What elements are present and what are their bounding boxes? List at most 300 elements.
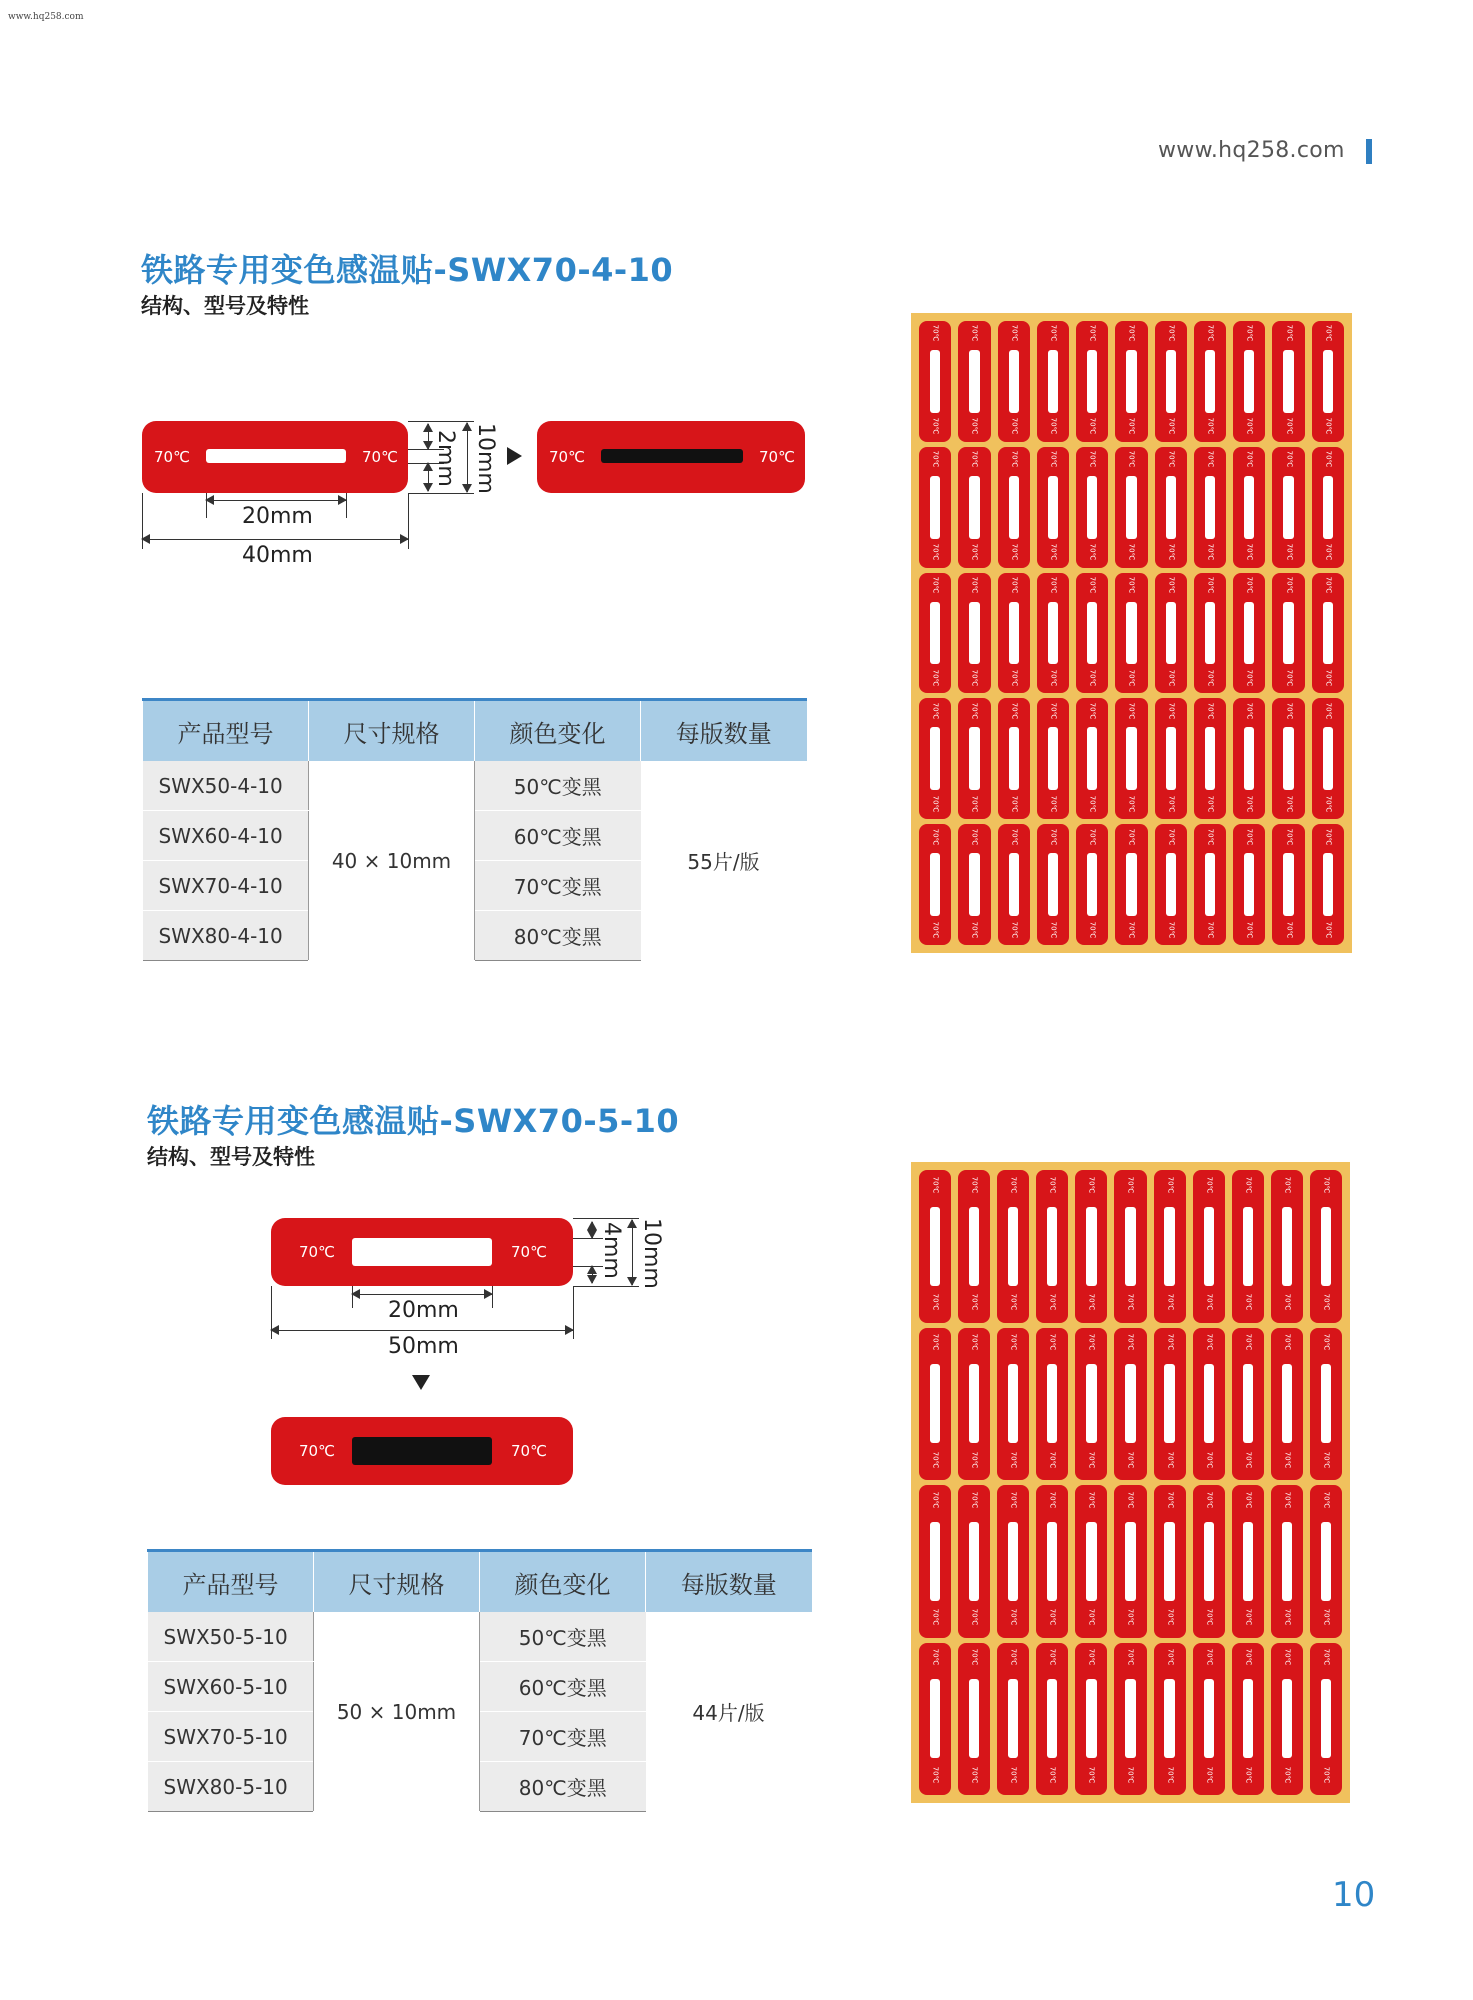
sheet-label-window (1205, 727, 1215, 790)
sheet-label-temp: 70℃ (1245, 418, 1254, 435)
sheet-label (1194, 321, 1226, 442)
sheet-label-temp: 70℃ (1049, 795, 1058, 813)
sheet-label-temp: 70℃ (931, 1176, 940, 1194)
sheet-label-temp: 70℃ (1205, 1766, 1214, 1783)
sheet-label-window (1047, 1522, 1057, 1601)
sheet-label-window (1283, 476, 1293, 539)
sheet-label-temp: 70℃ (1206, 795, 1215, 813)
quantity-cell: 55片/版 (641, 761, 807, 961)
sheet-label-temp: 70℃ (1087, 1451, 1096, 1468)
header-size: 尺寸规格 (309, 700, 475, 762)
dim-arrow-window (592, 1222, 593, 1238)
label-before-diagram (142, 421, 408, 493)
sheet-label-window (1205, 602, 1215, 665)
sheet-label (919, 447, 951, 568)
sheet-label-window (1283, 602, 1293, 665)
sheet-label-window (1166, 350, 1176, 413)
sheet-label-temp: 70℃ (1244, 1648, 1253, 1666)
sheet-label-temp: 70℃ (1049, 576, 1058, 594)
quantity-cell: 44片/版 (646, 1612, 812, 1812)
temp-label-left: 70℃ (154, 448, 190, 466)
sheet-label-temp: 70℃ (931, 1451, 940, 1468)
sheet-label-window (1282, 1207, 1292, 1286)
sheet-label-window (969, 727, 979, 790)
sheet-label-window (1244, 476, 1254, 539)
sheet-label-window (1283, 853, 1293, 916)
sheet-label (919, 1643, 951, 1796)
sheet-label-temp: 70℃ (1049, 828, 1058, 846)
sheet-label (958, 698, 990, 819)
sheet-label-temp: 70℃ (970, 418, 979, 435)
sheet-label-temp: 70℃ (1087, 1176, 1096, 1194)
sheet-label (958, 824, 990, 945)
sheet-label (1194, 447, 1226, 568)
sheet-label-window (1087, 727, 1097, 790)
sheet-label-temp: 70℃ (1167, 418, 1176, 435)
sheet-label (1155, 698, 1187, 819)
sheet-label (1036, 1643, 1068, 1796)
sheet-label-temp: 70℃ (1245, 828, 1254, 846)
sheet-label (919, 1170, 951, 1323)
sheet-label-temp: 70℃ (1322, 1766, 1331, 1783)
sheet-label (1194, 824, 1226, 945)
sheet-label-temp: 70℃ (1049, 418, 1058, 435)
sheet-label (1233, 573, 1265, 694)
sheet-label-temp: 70℃ (1283, 1608, 1292, 1626)
white-indicator-window (352, 1238, 492, 1266)
sheet-label (998, 573, 1030, 694)
sheet-label-temp: 70℃ (931, 543, 940, 561)
sheet-label (1037, 573, 1069, 694)
model-cell: SWX80-4-10 (143, 911, 309, 961)
sheet-label (958, 1485, 990, 1638)
sheet-label-temp: 70℃ (1205, 1608, 1214, 1626)
sheet-label-window (1126, 350, 1136, 413)
sheet-label (1114, 1643, 1146, 1796)
sheet-label-window (1204, 1364, 1214, 1443)
model-cell: SWX60-5-10 (148, 1662, 314, 1712)
sheet-label-temp: 70℃ (1127, 543, 1136, 561)
temp-label-right: 70℃ (511, 1442, 547, 1460)
sheet-label-temp: 70℃ (1087, 1766, 1096, 1783)
sheet-label-window (930, 476, 940, 539)
sheet-label-temp: 70℃ (931, 450, 940, 468)
sheet-label (1115, 447, 1147, 568)
sheet-label (1115, 698, 1147, 819)
sheet-label-temp: 70℃ (1283, 1293, 1292, 1311)
color-change-cell: 70℃变黑 (475, 861, 641, 911)
sheet-label-window (969, 853, 979, 916)
sheet-label (1075, 1485, 1107, 1638)
sheet-label-window (930, 1679, 940, 1758)
sheet-label-temp: 70℃ (1087, 1648, 1096, 1666)
sheet-label-temp: 70℃ (1245, 669, 1254, 687)
temp-label-left: 70℃ (549, 448, 585, 466)
spec-table-2 (147, 1549, 812, 1812)
sheet-label-temp: 70℃ (1048, 1766, 1057, 1783)
sheet-label-window (1243, 1679, 1253, 1758)
model-cell: SWX50-4-10 (143, 761, 309, 811)
dim-arrow-window-length (206, 500, 346, 501)
sheet-label-temp: 70℃ (931, 418, 940, 435)
sheet-label-temp: 70℃ (1206, 576, 1215, 594)
sheet-label-temp: 70℃ (1167, 543, 1176, 561)
dim-arrow-height (467, 423, 468, 492)
sheet-label-temp: 70℃ (1127, 669, 1136, 687)
sheet-label-window (1244, 853, 1254, 916)
sheet-label (997, 1170, 1029, 1323)
model-cell: SWX70-4-10 (143, 861, 309, 911)
sheet-label-window (1125, 1679, 1135, 1758)
sheet-label (998, 698, 1030, 819)
sheet-label-temp: 70℃ (931, 828, 940, 846)
sheet-label-window (1321, 1364, 1331, 1443)
sheet-label-temp: 70℃ (1283, 1333, 1292, 1351)
sheet-label (1233, 321, 1265, 442)
sheet-label-window (930, 350, 940, 413)
label-before-diagram (271, 1218, 573, 1286)
sheet-label-temp: 70℃ (1206, 418, 1215, 435)
sheet-label (1115, 321, 1147, 442)
white-indicator-window (206, 449, 346, 463)
sheet-label-temp: 70℃ (931, 702, 940, 720)
dim-arrow-height (632, 1220, 633, 1285)
sheet-label (1155, 824, 1187, 945)
sheet-label-temp: 70℃ (1049, 450, 1058, 468)
sheet-label-temp: 70℃ (1206, 543, 1215, 561)
sheet-label-temp: 70℃ (1009, 1451, 1018, 1468)
sheet-label-temp: 70℃ (970, 543, 979, 561)
sheet-label-window (1125, 1364, 1135, 1443)
sheet-label-temp: 70℃ (1127, 576, 1136, 594)
sheet-label-temp: 70℃ (1165, 1648, 1174, 1666)
sheet-label-window (1164, 1364, 1174, 1443)
sheet-label-window (1282, 1679, 1292, 1758)
sheet-label-window (1048, 727, 1058, 790)
sheet-label-temp: 70℃ (931, 921, 940, 939)
sheet-label-window (930, 1207, 940, 1286)
sheet-label-temp: 70℃ (1167, 702, 1176, 720)
sheet-label-window (930, 1364, 940, 1443)
sheet-label-window (1126, 602, 1136, 665)
sheet-label-temp: 70℃ (1206, 450, 1215, 468)
header-size: 尺寸规格 (314, 1551, 480, 1613)
sheet-label (919, 573, 951, 694)
sheet-label (1114, 1328, 1146, 1481)
sheet-label (1155, 321, 1187, 442)
sheet-label-window (1243, 1207, 1253, 1286)
sheet-label-temp: 70℃ (1324, 828, 1333, 846)
sheet-label-temp: 70℃ (1127, 921, 1136, 939)
site-url[interactable]: www.hq258.com (1158, 138, 1345, 163)
sheet-label-temp: 70℃ (1009, 1491, 1018, 1509)
sheet-label-temp: 70℃ (1088, 702, 1097, 720)
sheet-label-temp: 70℃ (1206, 702, 1215, 720)
label-after-diagram (271, 1417, 573, 1485)
section-1-title: 铁路专用变色感温贴-SWX70-4-10 (141, 251, 674, 289)
sheet-label-window (969, 476, 979, 539)
sheet-label-window (1087, 853, 1097, 916)
sheet-label-temp: 70℃ (1088, 325, 1097, 342)
temp-label-left: 70℃ (299, 1243, 335, 1261)
sheet-label-temp: 70℃ (1087, 1491, 1096, 1509)
sheet-label-window (1321, 1207, 1331, 1286)
sheet-label-temp: 70℃ (1167, 921, 1176, 939)
sheet-label-window (1125, 1207, 1135, 1286)
sheet-label-temp: 70℃ (970, 828, 979, 846)
sheet-label (1232, 1485, 1264, 1638)
sheet-label-temp: 70℃ (1167, 450, 1176, 468)
header-quantity: 每版数量 (646, 1551, 812, 1613)
sheet-label-window (1048, 853, 1058, 916)
sheet-label-temp: 70℃ (1048, 1293, 1057, 1311)
sheet-label (1154, 1485, 1186, 1638)
sheet-label-temp: 70℃ (1088, 418, 1097, 435)
sheet-label-temp: 70℃ (1284, 418, 1293, 435)
sheet-label (1114, 1485, 1146, 1638)
sheet-label-temp: 70℃ (1322, 1608, 1331, 1626)
sheet-label-temp: 70℃ (1205, 1648, 1214, 1666)
sheet-label-temp: 70℃ (1283, 1648, 1292, 1666)
sheet-label (1036, 1485, 1068, 1638)
sheet-label-temp: 70℃ (1324, 795, 1333, 813)
temp-label-left: 70℃ (299, 1442, 335, 1460)
sheet-label-temp: 70℃ (1244, 1491, 1253, 1509)
sheet-label-temp: 70℃ (1205, 1451, 1214, 1468)
transition-arrow-icon (412, 1375, 430, 1390)
sheet-label (1076, 447, 1108, 568)
sheet-label-window (1009, 853, 1019, 916)
sheet-label (1115, 824, 1147, 945)
sheet-label-temp: 70℃ (1049, 669, 1058, 687)
sheet-label-temp: 70℃ (1087, 1333, 1096, 1351)
sheet-label-window (1244, 602, 1254, 665)
header-accent-bar (1366, 139, 1372, 164)
sheet-label-window (1126, 476, 1136, 539)
dim-arrow-window-length (352, 1294, 492, 1295)
sheet-label (1312, 447, 1344, 568)
sheet-label-temp: 70℃ (1244, 1293, 1253, 1311)
header-model: 产品型号 (148, 1551, 314, 1613)
transition-arrow-icon (507, 447, 522, 465)
sheet-label-temp: 70℃ (1324, 418, 1333, 435)
sheet-label-temp: 70℃ (1165, 1766, 1174, 1783)
sheet-label-temp: 70℃ (1010, 795, 1019, 813)
sheet-label-window (1166, 602, 1176, 665)
sheet-label-temp: 70℃ (1324, 450, 1333, 468)
sheet-label (1232, 1328, 1264, 1481)
dim-arrow-window (592, 1266, 593, 1283)
sheet-label (919, 698, 951, 819)
sheet-label-temp: 70℃ (1165, 1451, 1174, 1468)
sheet-label (1233, 698, 1265, 819)
sheet-label (1272, 321, 1304, 442)
sheet-label-window (1166, 727, 1176, 790)
sheet-label-window (1009, 727, 1019, 790)
sheet-label (1312, 321, 1344, 442)
sheet-label-window (1205, 350, 1215, 413)
sheet-label-temp: 70℃ (1048, 1491, 1057, 1509)
sheet-label-temp: 70℃ (1009, 1608, 1018, 1626)
sheet-label (1037, 447, 1069, 568)
sheet-label (958, 1170, 990, 1323)
sheet-label (998, 321, 1030, 442)
label-sheet-1 (911, 313, 1352, 953)
sheet-label-temp: 70℃ (1088, 921, 1097, 939)
sheet-label (958, 1328, 990, 1481)
sheet-label-temp: 70℃ (1165, 1608, 1174, 1626)
sheet-label (1271, 1170, 1303, 1323)
sheet-label-temp: 70℃ (1165, 1176, 1174, 1194)
sheet-label (1155, 447, 1187, 568)
header-color-change: 颜色变化 (480, 1551, 646, 1613)
sheet-label-window (1282, 1364, 1292, 1443)
sheet-label (1075, 1170, 1107, 1323)
sheet-label-window (1244, 350, 1254, 413)
sheet-label-temp: 70℃ (1049, 543, 1058, 561)
sheet-label (958, 321, 990, 442)
sheet-label-temp: 70℃ (1010, 921, 1019, 939)
section-2-subtitle: 结构、型号及特性 (147, 1145, 315, 1169)
sheet-label-temp: 70℃ (1009, 1766, 1018, 1783)
sheet-label-temp: 70℃ (1324, 921, 1333, 939)
sheet-label (1075, 1643, 1107, 1796)
sheet-label-temp: 70℃ (970, 450, 979, 468)
sheet-label-temp: 70℃ (931, 669, 940, 687)
sheet-label (1232, 1643, 1264, 1796)
sheet-label-temp: 70℃ (1206, 325, 1215, 342)
sheet-label-window (1087, 350, 1097, 413)
sheet-label (1272, 573, 1304, 694)
sheet-label (1310, 1170, 1342, 1323)
size-cell: 40 × 10mm (309, 761, 475, 961)
sheet-label-temp: 70℃ (931, 1766, 940, 1783)
page-number: 10 (1332, 1875, 1376, 1915)
sheet-label-temp: 70℃ (1324, 543, 1333, 561)
sheet-label-temp: 70℃ (1206, 828, 1215, 846)
sheet-label-window (1086, 1207, 1096, 1286)
sheet-label-temp: 70℃ (1009, 1333, 1018, 1351)
color-change-cell: 70℃变黑 (480, 1712, 646, 1762)
sheet-label-window (1323, 476, 1333, 539)
sheet-label (1272, 447, 1304, 568)
sheet-label (1272, 698, 1304, 819)
sheet-label-temp: 70℃ (970, 1648, 979, 1666)
corner-url: www.hq258.com (8, 12, 84, 22)
sheet-label-window (1125, 1522, 1135, 1601)
header-model: 产品型号 (143, 700, 309, 762)
sheet-label-temp: 70℃ (1009, 1293, 1018, 1311)
sheet-label-temp: 70℃ (1048, 1176, 1057, 1194)
sheet-label (1154, 1643, 1186, 1796)
sheet-label (1193, 1170, 1225, 1323)
sheet-label-temp: 70℃ (931, 1648, 940, 1666)
sheet-label (998, 447, 1030, 568)
sheet-label-window (930, 1522, 940, 1601)
sheet-label-temp: 70℃ (1244, 1608, 1253, 1626)
black-indicator-window (352, 1437, 492, 1465)
dim-ext-line (408, 493, 474, 494)
sheet-label-temp: 70℃ (1009, 1648, 1018, 1666)
sheet-label-temp: 70℃ (1284, 543, 1293, 561)
sheet-label-temp: 70℃ (1010, 418, 1019, 435)
sheet-label-window (1166, 476, 1176, 539)
sheet-label (1271, 1643, 1303, 1796)
sheet-label (1272, 824, 1304, 945)
sheet-label-temp: 70℃ (1010, 576, 1019, 594)
sheet-label (1312, 698, 1344, 819)
sheet-label-temp: 70℃ (1245, 543, 1254, 561)
section-2-title: 铁路专用变色感温贴-SWX70-5-10 (147, 1102, 680, 1140)
sheet-label-window (1048, 602, 1058, 665)
sheet-label (1310, 1328, 1342, 1481)
sheet-label-window (930, 727, 940, 790)
sheet-label-window (1087, 602, 1097, 665)
sheet-label-temp: 70℃ (1165, 1491, 1174, 1509)
sheet-label-temp: 70℃ (970, 1451, 979, 1468)
sheet-label-window (1048, 350, 1058, 413)
sheet-label (1312, 824, 1344, 945)
sheet-label (1154, 1328, 1186, 1481)
sheet-label-window (1243, 1364, 1253, 1443)
sheet-label-temp: 70℃ (1322, 1176, 1331, 1194)
sheet-label (1233, 447, 1265, 568)
sheet-label-temp: 70℃ (1088, 795, 1097, 813)
sheet-label-temp: 70℃ (1284, 702, 1293, 720)
sheet-label (1036, 1170, 1068, 1323)
sheet-label-temp: 70℃ (931, 576, 940, 594)
sheet-label-window (969, 602, 979, 665)
header-color-change: 颜色变化 (475, 700, 641, 762)
sheet-label-window (969, 350, 979, 413)
sheet-label (1232, 1170, 1264, 1323)
sheet-label-temp: 70℃ (1126, 1766, 1135, 1783)
sheet-label-window (1086, 1364, 1096, 1443)
sheet-label-temp: 70℃ (970, 1293, 979, 1311)
sheet-label-temp: 70℃ (1126, 1608, 1135, 1626)
sheet-label-temp: 70℃ (1206, 669, 1215, 687)
sheet-label-temp: 70℃ (1088, 576, 1097, 594)
sheet-label-temp: 70℃ (970, 669, 979, 687)
model-cell: SWX80-5-10 (148, 1762, 314, 1812)
sheet-label-window (1086, 1679, 1096, 1758)
sheet-label-window (1244, 727, 1254, 790)
sheet-label-temp: 70℃ (1205, 1491, 1214, 1509)
sheet-label-window (1243, 1522, 1253, 1601)
sheet-label-temp: 70℃ (931, 1608, 940, 1626)
sheet-label-temp: 70℃ (970, 1333, 979, 1351)
sheet-label (1075, 1328, 1107, 1481)
sheet-label (1036, 1328, 1068, 1481)
sheet-label-window (1283, 727, 1293, 790)
sheet-label-window (1086, 1522, 1096, 1601)
sheet-label-window (1047, 1207, 1057, 1286)
sheet-label-temp: 70℃ (1127, 795, 1136, 813)
window-height-dimension: 2mm (433, 430, 458, 487)
sheet-label-temp: 70℃ (1167, 576, 1176, 594)
sheet-label (1155, 573, 1187, 694)
sheet-label-temp: 70℃ (1049, 921, 1058, 939)
sheet-label-temp: 70℃ (1167, 325, 1176, 342)
sheet-label (1271, 1485, 1303, 1638)
sheet-label-temp: 70℃ (1127, 828, 1136, 846)
black-indicator-window (601, 449, 743, 463)
sheet-label-temp: 70℃ (970, 576, 979, 594)
sheet-label-temp: 70℃ (931, 1333, 940, 1351)
sheet-label-window (1164, 1522, 1174, 1601)
sheet-label (1193, 1328, 1225, 1481)
sheet-label-temp: 70℃ (1244, 1766, 1253, 1783)
